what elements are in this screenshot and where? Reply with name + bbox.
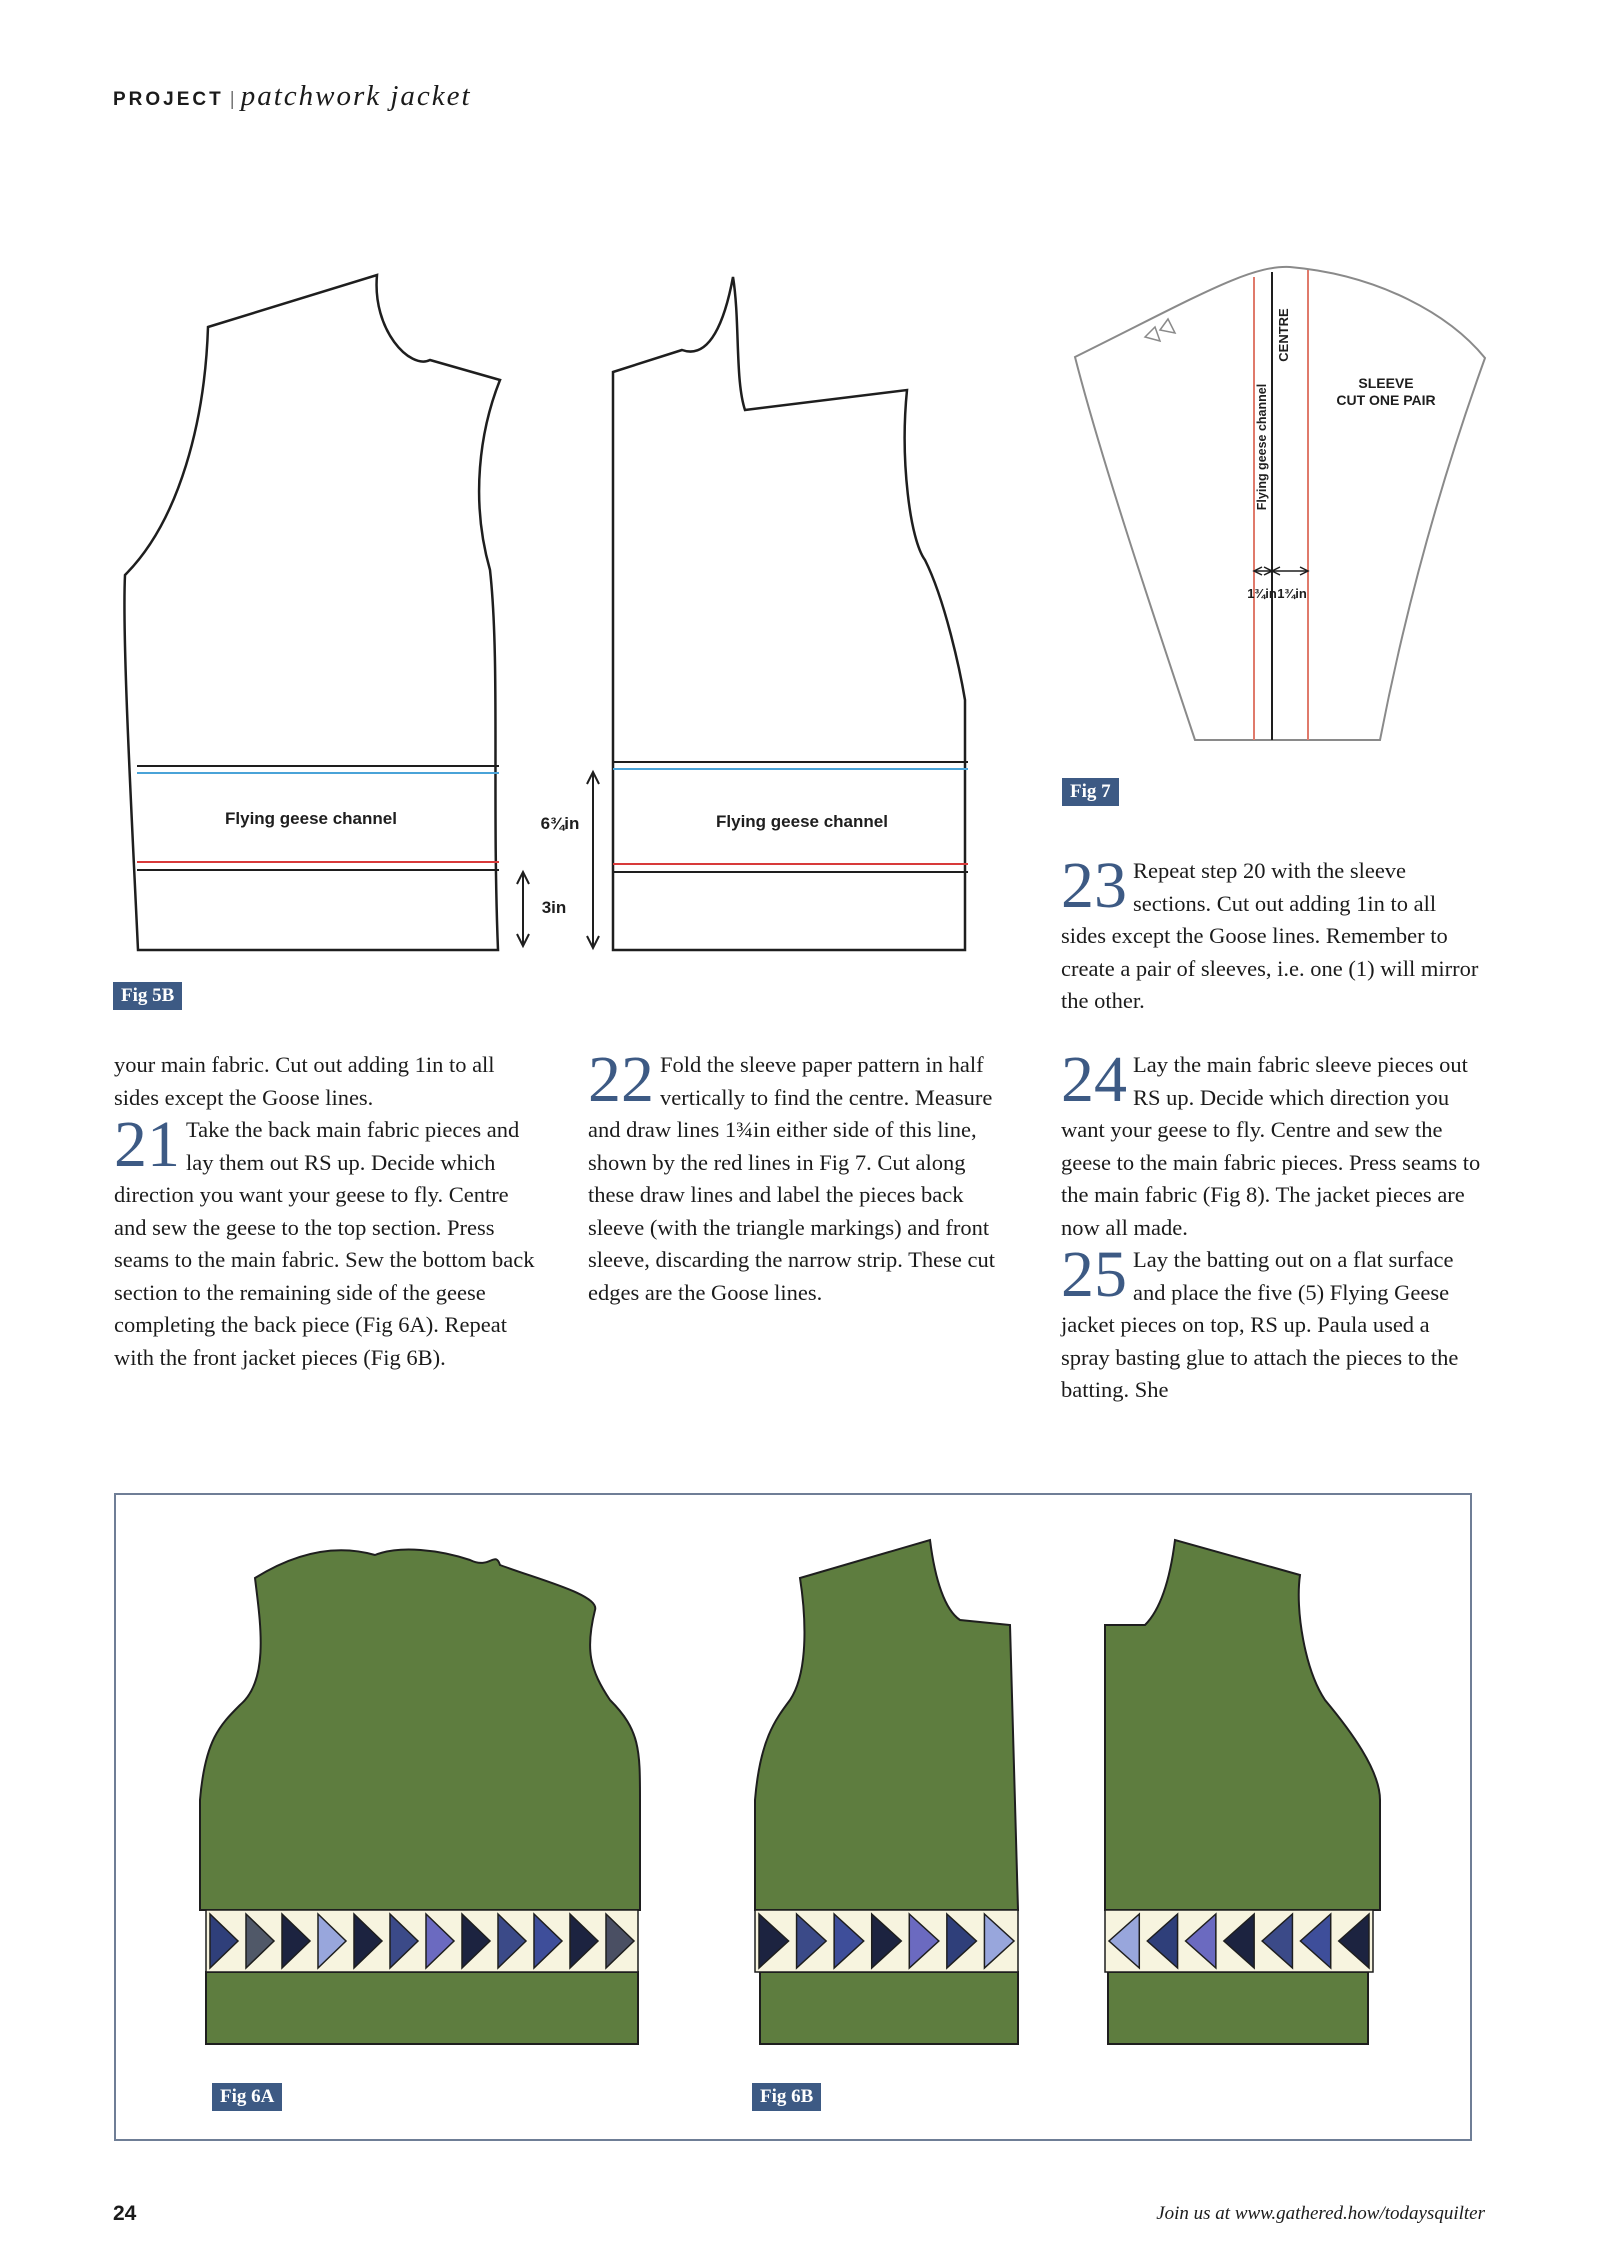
step-number: 22 (588, 1043, 654, 1116)
step-text: Lay the batting out on a flat surface and place the five (5) Flying Geese jacket pieces on top, RS up. Paula used a spray basting glue to attach the pieces to the batting. She (1061, 1247, 1459, 1402)
step-25 (1061, 1238, 1481, 1407)
header-separator: | (229, 89, 235, 110)
fig6b-label: Fig 6B (752, 2083, 821, 2111)
step-24 (1061, 1043, 1481, 1244)
fig7-centre-label: CENTRE (1276, 308, 1291, 362)
fig7-sleeve-label: SLEEVE (1358, 375, 1414, 391)
column-3-top (1061, 849, 1481, 1018)
fig6a-label: Fig 6A (212, 2083, 282, 2111)
fig7-measure-left: 1¾in (1247, 586, 1277, 601)
step-number: 23 (1061, 849, 1127, 922)
front-channel-label: Flying geese channel (716, 812, 888, 831)
step-number: 21 (114, 1108, 180, 1181)
column-1 (114, 1049, 539, 1374)
measure-6-75in: 6¾in (540, 814, 580, 833)
step-21 (114, 1108, 539, 1374)
measure-3in: 3in (541, 898, 567, 917)
step-text: Repeat step 20 with the sleeve sections. Cut out adding 1in to all sides except the Goose lines. Remember to create a pair of sleeves, i.e. one (1) will mirror the other. (1061, 858, 1479, 1013)
step-number: 24 (1061, 1043, 1127, 1116)
fig7-cut-label: CUT ONE PAIR (1336, 392, 1436, 408)
fig7-measure-right: 1¾in (1277, 586, 1307, 601)
footer-url: Join us at www.gathered.how/todaysquilter (1156, 2203, 1485, 2224)
step-number: 25 (1061, 1238, 1127, 1311)
intro-paragraph: your main fabric. Cut out adding 1in to all sides except the Goose lines. (114, 1052, 495, 1110)
fig7-channel-label: Flying geese channel (1255, 383, 1269, 511)
page-number: 24 (113, 2202, 137, 2225)
fig6-jacket-diagram (0, 1500, 1600, 2140)
section-label: PROJECT (113, 89, 224, 110)
step-text: Fold the sleeve paper pattern in half vertically to find the centre. Measure and draw lines 1¾in either side of this line, shown by the red lines in Fig 7. Cut along these draw lines and label the pieces back sleeve (with the triangle markings) and front sleeve, discarding the narrow strip. These cut edges are the Goose lines. (588, 1052, 995, 1305)
fig7-sleeve-diagram (1050, 255, 1500, 755)
step-text: Lay the main fabric sleeve pieces out RS up. Decide which direction you want your geese to fly. Centre and sew the geese to the main fabric pieces. Press seams to the main fabric (Fig 8). The jacket pieces are now all made. (1061, 1052, 1481, 1240)
column-2 (588, 1043, 1008, 1309)
back-channel-label: Flying geese channel (225, 809, 397, 828)
step-22 (588, 1043, 1008, 1309)
column-3 (1061, 1043, 1481, 1407)
step-text: Take the back main fabric pieces and lay them out RS up. Decide which direction you want your geese to fly. Centre and sew the geese to the top section. Press seams to the main fabric. Sew the bottom back section to the remaining side of the geese completing the back piece (Fig 6A). Repeat with the front jacket pieces (Fig 6B). (114, 1117, 535, 1370)
header-title: patchwork jacket (240, 80, 472, 112)
step-23 (1061, 849, 1481, 1018)
fig5b-label: Fig 5B (113, 982, 182, 1010)
fig7-label: Fig 7 (1062, 778, 1119, 806)
